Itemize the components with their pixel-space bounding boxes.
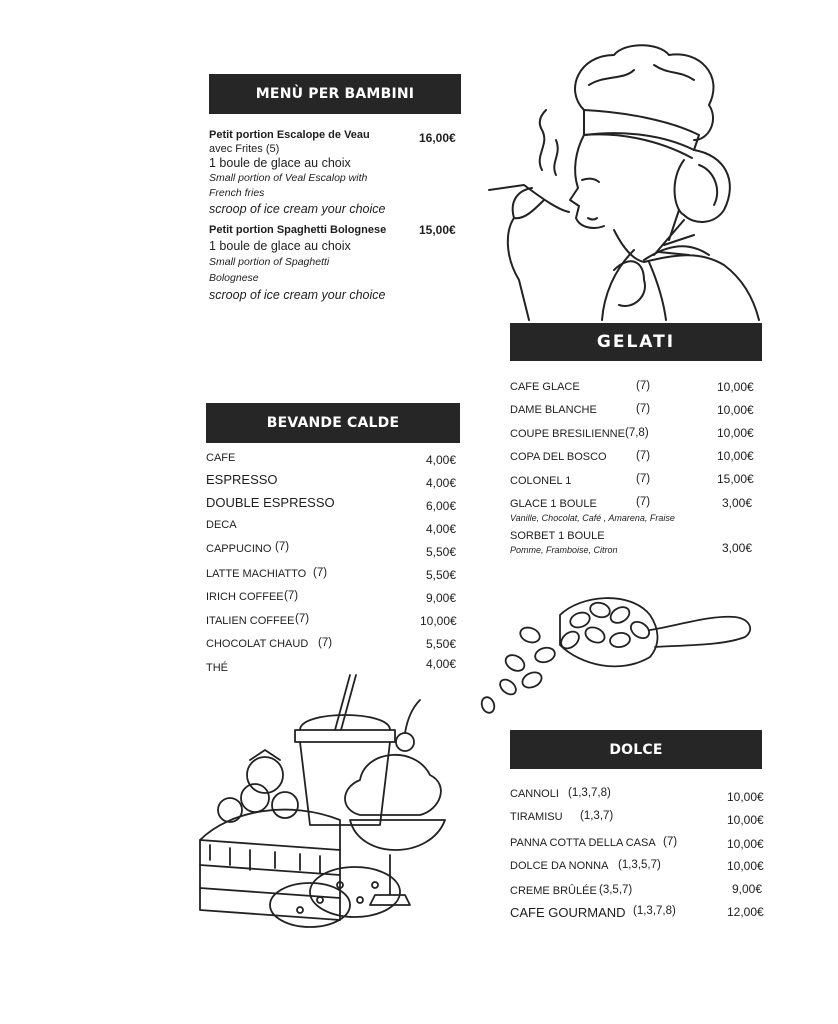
- gelati-item-allergens: (7): [636, 450, 651, 462]
- dolce-item-allergens: (1,3,7): [580, 810, 614, 822]
- bevande-item-name: CAPPUCINO: [206, 543, 272, 555]
- desserts-illustration: [190, 670, 460, 940]
- bevande-item-name: IRICH COFFEE: [206, 591, 284, 603]
- gelati-item-allergens: (7): [636, 496, 651, 508]
- dolce-item-price: 10,00€: [727, 790, 764, 804]
- gelati-item-name: SORBET 1 BOULE: [510, 530, 605, 542]
- dolce-item-price: 10,00€: [727, 859, 764, 873]
- gelati-item-name: DAME BLANCHE: [510, 404, 597, 416]
- bevande-item-allergens: (7): [275, 541, 290, 553]
- gelati-item-price: 10,00€: [717, 449, 754, 463]
- gelati-item-price: 15,00€: [717, 472, 754, 486]
- gelati-item-name: CAFE GLACE: [510, 381, 580, 393]
- bevande-item-price: 4,00€: [426, 657, 457, 671]
- gelati-title: GELATI: [596, 332, 676, 352]
- bambini-item2-scoop: scroop of ice cream your choice: [209, 288, 386, 302]
- bevande-item-price: 10,00€: [420, 614, 457, 628]
- dolce-item-name: CAFE GOURMAND: [510, 905, 626, 920]
- chef-illustration: [484, 40, 766, 322]
- dolce-item-allergens: (1,3,5,7): [618, 859, 661, 871]
- bevande-item-price: 6,00€: [426, 499, 457, 513]
- bambini-item1-scoop: scroop of ice cream your choice: [209, 202, 386, 216]
- bevande-item-name: THÉ: [206, 662, 228, 674]
- bambini-item2-name: Petit portion Spaghetti Bolognese: [209, 224, 387, 236]
- gelati-item-name: COPA DEL BOSCO: [510, 451, 607, 463]
- bevande-item-name: CAFE: [206, 452, 236, 464]
- dolce-item-allergens: (3,5,7): [599, 884, 633, 896]
- bevande-item-name: ITALIEN COFFEE: [206, 615, 295, 627]
- bambini-item1-en1: Small portion of Veal Escalop with: [209, 172, 368, 184]
- bevande-item-price: 5,50€: [426, 637, 457, 651]
- gelati-item-price: 10,00€: [717, 380, 754, 394]
- bevande-item-price: 9,00€: [426, 591, 457, 605]
- bambini-item1-sub: avec Frites (5): [209, 143, 280, 155]
- bevande-title: BEVANDE CALDE: [266, 415, 400, 431]
- dolce-item-name: TIRAMISU: [510, 811, 563, 823]
- bevande-item-price: 4,00€: [426, 522, 457, 536]
- bambini-item2-en1: Small portion of Spaghetti: [209, 256, 330, 268]
- dolce-header: [510, 730, 762, 769]
- bambini-item1-en2: French fries: [209, 187, 265, 199]
- dolce-item-price: 10,00€: [727, 813, 764, 827]
- dolce-item-name: CREME BRÛLÉE: [510, 885, 597, 897]
- bambini-item2-price: 15,00€: [419, 223, 456, 237]
- dolce-item-allergens: (7): [663, 836, 678, 848]
- bevande-item-price: 4,00€: [426, 453, 457, 467]
- bambini-item1-price: 16,00€: [419, 131, 456, 145]
- gelati-item-name: GLACE 1 BOULE: [510, 498, 597, 510]
- dolce-item-allergens: (1,3,7,8): [568, 787, 611, 799]
- dolce-item-price: 12,00€: [727, 905, 764, 919]
- dolce-title: DOLCE: [609, 741, 663, 758]
- bambini-item1-glace: 1 boule de glace au choix: [209, 156, 351, 170]
- gelati-item-flavors: Pomme, Framboise, Citron: [510, 545, 618, 555]
- bambini-item2-en2: Bolognese: [209, 272, 259, 284]
- gelati-item-price: 10,00€: [717, 403, 754, 417]
- dolce-item-price: 9,00€: [732, 882, 763, 896]
- bevande-item-allergens: (7): [318, 637, 333, 649]
- bevande-item-name: CHOCOLAT CHAUD: [206, 638, 309, 650]
- gelati-item-price: 3,00€: [722, 496, 753, 510]
- bevande-item-allergens: (7): [295, 613, 310, 625]
- bevande-item-name: LATTE MACHIATTO: [206, 568, 307, 580]
- gelati-item-price: 3,00€: [722, 541, 753, 555]
- gelati-item-name: COLONEL 1: [510, 475, 572, 487]
- bevande-item-price: 5,50€: [426, 545, 457, 559]
- bevande-item-allergens: (7): [284, 590, 299, 602]
- bevande-item-allergens: (7): [313, 567, 328, 579]
- dolce-item-price: 10,00€: [727, 837, 764, 851]
- bevande-item-name: DECA: [206, 519, 237, 531]
- gelati-item-allergens: (7): [636, 473, 651, 485]
- bevande-item-price: 4,00€: [426, 476, 457, 490]
- dolce-item-allergens: (1,3,7,8): [633, 905, 676, 917]
- bevande-item-name: DOUBLE ESPRESSO: [206, 495, 335, 510]
- gelati-item-allergens: (7): [636, 380, 651, 392]
- gelati-item-name: COUPE BRESILIENNE: [510, 428, 625, 440]
- coffee-scoop-illustration: [470, 585, 770, 725]
- bambini-item1-name: Petit portion Escalope de Veau: [209, 129, 370, 141]
- bambini-header: [209, 74, 461, 114]
- bambini-title: MENÙ PER BAMBINI: [255, 86, 415, 102]
- gelati-item-allergens: (7): [636, 403, 651, 415]
- bevande-item-price: 5,50€: [426, 568, 457, 582]
- bevande-item-name: ESPRESSO: [206, 472, 278, 487]
- gelati-item-flavors: Vanille, Chocolat, Café , Amarena, Fraise: [510, 513, 675, 523]
- gelati-item-allergens: (7,8): [625, 427, 649, 439]
- gelati-item-price: 10,00€: [717, 426, 754, 440]
- bambini-item2-glace: 1 boule de glace au choix: [209, 239, 351, 253]
- bevande-header: [206, 403, 460, 443]
- gelati-header: [510, 323, 762, 361]
- dolce-item-name: CANNOLI: [510, 788, 559, 800]
- dolce-item-name: DOLCE DA NONNA: [510, 860, 609, 872]
- dolce-item-name: PANNA COTTA DELLA CASA: [510, 837, 656, 849]
